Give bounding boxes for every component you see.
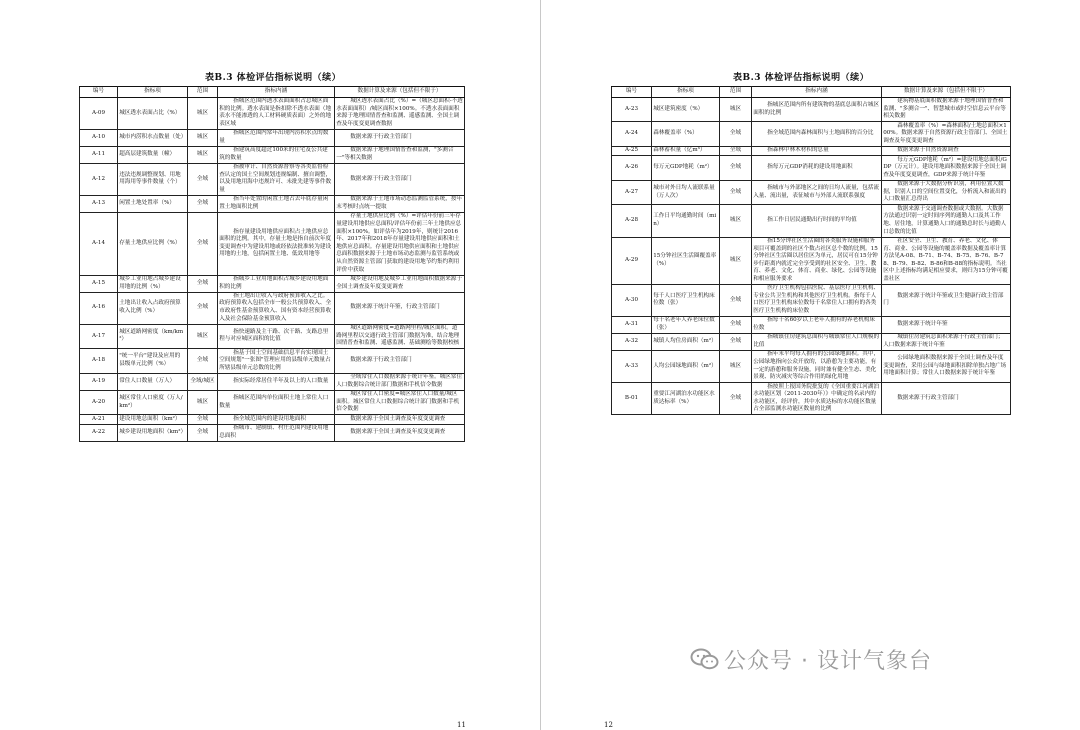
row-id: A-18 [80, 349, 118, 374]
row-scope: 城区 [720, 237, 752, 284]
row-scope: 全域 [720, 156, 752, 181]
row-id: A-32 [612, 334, 652, 351]
row-meaning: 指城乡工业用地面积占城乡建设用地面积的比例 [218, 275, 335, 292]
row-source: 数据来源于行政主管部门 [335, 349, 465, 374]
row-id: A-15 [80, 275, 118, 292]
row-source: 数据来源于行政主管部门 [335, 129, 465, 146]
row-name: 城市对外日均人流联系量（万人次） [652, 180, 720, 205]
row-name: 城市内涝积水点数量（处） [118, 129, 188, 146]
row-id: A-21 [80, 415, 118, 424]
row-scope: 全域 [720, 146, 752, 155]
row-scope: 全域 [720, 122, 752, 147]
row-name: 工作日平均通勤时间（min） [652, 205, 720, 237]
table-row [612, 351, 1011, 383]
table-row [612, 284, 1011, 316]
watermark-text: 公众号 · 设计气象台 [724, 648, 932, 674]
row-id: A-27 [612, 180, 652, 205]
table-row [80, 324, 465, 349]
table-row [80, 373, 465, 390]
table-row [80, 349, 465, 374]
row-scope: 城区 [188, 390, 218, 415]
row-name: 人均公园绿地面积（m²） [652, 351, 720, 383]
table-caption: 表B.3 体检评估指标说明（续） [733, 73, 870, 83]
row-scope: 全域 [188, 196, 218, 213]
col-header-id: 编号 [612, 87, 652, 98]
row-scope: 城区 [720, 351, 752, 383]
row-name: 每万元GDP地耗（m²） [652, 156, 720, 181]
row-name: 城镇人均住房面积（m²） [652, 334, 720, 351]
col-header-name: 指标项 [118, 87, 188, 98]
table-row [612, 334, 1011, 351]
row-id: A-25 [612, 146, 652, 155]
row-id: A-17 [80, 324, 118, 349]
row-meaning: 指当年处置的闲置土地占去年底存量闲置土地面积比例 [218, 196, 335, 213]
table-row [612, 205, 1011, 237]
row-name: 每千名老年人养老床位数（张） [652, 317, 720, 334]
row-id: A-16 [80, 292, 118, 324]
row-scope: 城区 [720, 97, 752, 122]
wechat-logo-icon [690, 648, 720, 670]
col-header-name: 指标项 [652, 87, 720, 98]
table-header [80, 87, 465, 98]
row-meaning: 指每千名60岁以上老年人拥有的养老机构床位数 [752, 317, 882, 334]
row-source: 社区安全、卫生、教育、养老、文化、体育、商业、公园等设施的覆盖率数据及覆盖率计算方法见A-08、B-71、B-74、B-75、B-76、B-78、B-79、B-82、B-86和B-88的指标说明。当社区中上述指标均满足相应要求，则归为15分钟可覆盖社区 [882, 237, 1011, 284]
row-source: 数据来源于统计年鉴，行政主管部门 [335, 292, 465, 324]
indicator-table [79, 86, 465, 442]
row-id: A-22 [80, 424, 118, 441]
table-row [612, 156, 1011, 181]
header-row [80, 87, 465, 98]
row-name: 森林蓄积量（亿m³） [652, 146, 720, 155]
row-id: A-24 [612, 122, 652, 147]
row-meaning: 指被审计、自然资源督察等各类监督检查认定的国土空间规划违规编制、擅自调整，以及用地用海中违规许可、未批先建等事件数量 [218, 163, 335, 195]
row-scope: 全域 [720, 284, 752, 316]
row-source: 城镇住房建筑总面积来源于行政主管部门；人口数据来源于统计年鉴 [882, 334, 1011, 351]
row-id: A-09 [80, 97, 118, 129]
row-source: 数据来源于统计年鉴 [882, 317, 1011, 334]
row-id: A-33 [612, 351, 652, 383]
indicator-table [611, 86, 1011, 415]
row-meaning: 指全域范围内的建设用地面积 [218, 415, 335, 424]
row-scope: 全域/城区 [188, 373, 218, 390]
row-name: 城区常住人口密度（万人/km²） [118, 390, 188, 415]
col-header-id: 编号 [80, 87, 118, 98]
row-source: 公园绿地面积数据来源于全国土调查及年度变更调查，采用公园与绿地面积扣除单独占地广场用地面积计算；常住人口数据来源于统计年鉴 [882, 351, 1011, 383]
page-number: 11 [457, 721, 466, 729]
row-scope: 城区 [188, 146, 218, 163]
row-meaning: 指基于国土空间基础信息平台实现国土空间规划"一张图"管理应用的县级单元数量占所辖县级单元总数的比例 [218, 349, 335, 374]
row-name: 违法违规调整规划、用地用海用等事件数量（个） [118, 163, 188, 195]
row-source: 城区常住人口密度=城区常住人口数量/城区面积。城区常住人口数据综合统计部门数据和手机信令数据 [335, 390, 465, 415]
row-source: 城区透水表面占比（%）=（城区总面积-不透水表面面积）/城区面积×100%。不透水表面面积来源于地理国情普查和监测、遥感监测、全国土调查及年度变更调查数据 [335, 97, 465, 129]
right-page [541, 0, 1080, 730]
row-name: 超高层建筑数量（幢） [118, 146, 188, 163]
row-scope: 城区 [188, 129, 218, 146]
row-scope: 城区 [720, 205, 752, 237]
row-name: 森林覆盖率（%） [652, 122, 720, 147]
table-row [80, 424, 465, 441]
row-source: 数据来源于地理国情普查和监测，"多测合一"等相关数据 [335, 146, 465, 163]
table-header [612, 87, 1011, 98]
table-row [80, 163, 465, 195]
row-name: 城区道路网密度（km/km²） [118, 324, 188, 349]
row-scope: 全域 [188, 424, 218, 441]
table-row [80, 196, 465, 213]
table-row [612, 237, 1011, 284]
row-scope: 全域 [188, 275, 218, 292]
row-scope: 城区 [188, 324, 218, 349]
row-name: 重要江河湖泊水功能区水质达标率（%） [652, 383, 720, 415]
table-body [80, 97, 465, 441]
row-meaning: 指城区范围内透水表面面积占总城区面积的比例。透水表面是指扣除不透水表面（地表水不能渗透的人工材料硬质表面）之外的地表区域 [218, 97, 335, 129]
row-meaning: 指城区范围内常年出现内涝积水点的数量 [218, 129, 335, 146]
row-scope: 全域 [720, 180, 752, 205]
row-scope: 全域 [188, 292, 218, 324]
row-source: 每万元GDP地耗（m²）=建设用地总面积/GDP（万元计）。建设用地面积数据来源于全国土调查及年度变更调查，GDP来源于统计年鉴 [882, 156, 1011, 181]
table-row [80, 146, 465, 163]
row-meaning: 指建筑高度超过100米的住宅及公共建筑的数量 [218, 146, 335, 163]
row-name: 城区建筑密度（%） [652, 97, 720, 122]
row-id: A-12 [80, 163, 118, 195]
col-header-source: 数据计算及来源（包括但不限于） [882, 87, 1011, 98]
table-row [80, 213, 465, 276]
row-scope: 全域 [188, 415, 218, 424]
table-row [80, 129, 465, 146]
row-source: 数据来源于土地市场动态监测监管系统，按年末考核时点统一提取 [335, 196, 465, 213]
row-scope: 全域 [720, 383, 752, 415]
row-source: 城乡建设用地及城乡工业用地面积数据来源于全国土调查及年度变更调查 [335, 275, 465, 292]
row-source: 森林覆盖率（%）=森林面积/土地总面积×100%。数据来源于自然资源行政主管部门、全国土调查及年度变更调查 [882, 122, 1011, 147]
row-scope: 全域 [720, 317, 752, 334]
row-scope: 城区 [188, 97, 218, 129]
row-id: A-31 [612, 317, 652, 334]
row-id: B-01 [612, 383, 652, 415]
row-meaning: 医疗卫生机构包括医院、基层医疗卫生机构、专业公共卫生机构和其他医疗卫生机构。指每千人口医疗卫生机构床位数每千名常住人口拥有的各类医疗卫生机构的床位数 [752, 284, 882, 316]
row-meaning: 指快速路及主干路、次干路、支路总里程与对应城区面积的比值 [218, 324, 335, 349]
row-meaning: 指按照上报国务院批复的《全国重要江河湖泊水功能区划（2011-2030年）》中确定的名录内的水功能区，经评价，其中水质达标的水功能区数量占全部监测水功能区数量的比例 [752, 383, 882, 415]
row-id: A-29 [612, 237, 652, 284]
row-id: A-11 [80, 146, 118, 163]
row-name: 每千人口医疗卫生机构床位数（张） [652, 284, 720, 316]
row-meaning: 指森林中林木材积的总量 [752, 146, 882, 155]
header-row [612, 87, 1011, 98]
row-id: A-13 [80, 196, 118, 213]
row-meaning: 指城区范围内所有建筑物的基底总面积占城区面积的比例 [752, 97, 882, 122]
row-meaning: 指土地出让收入与政府预算收入之比。政府预算收入包括全市一般公共预算收入、全市政府性基金预算收入、国有资本经营预算收入及社会保险基金预算收入 [218, 292, 335, 324]
table-caption: 表B.3 体检评估指标说明（续） [205, 73, 342, 83]
row-meaning: 指每万元GDP消耗的建设用地面积 [752, 156, 882, 181]
row-id: A-26 [612, 156, 652, 181]
row-source: 城区道路网密度=道路网里程/城区面积。道路网里程以交通行政主管部门数据为准，结合地理国情普查和监测、遥感监测、基础测绘等数据校核 [335, 324, 465, 349]
row-meaning: 指城市、建制镇、村庄范围内建设用地总面积 [218, 424, 335, 441]
row-meaning: 指工作日居民通勤出行时间的平均值 [752, 205, 882, 237]
row-id: A-28 [612, 205, 652, 237]
row-source: 存量土地供应比例（%）=评估年份前三年存量建设用地供应总面积/评估年份前三年土地供应总面积×100%。如评估年为2019年，则统计2016年、2017年和2018年存量建设用地供应面积和土地供应总面积。存量建设用地供应面积和土地供应总面积数据来源于土地市场动态监测与监管系统或从自然资源主管部门获取的建设用地节约集约利用评价中获取 [335, 213, 465, 276]
row-scope: 全域 [188, 213, 218, 276]
row-scope: 全域 [188, 349, 218, 374]
row-id: A-14 [80, 213, 118, 276]
row-source: 数据来源于全国土调查及年度变更调查 [335, 424, 465, 441]
row-name: 常住人口数量（万人） [118, 373, 188, 390]
table-body [612, 97, 1011, 415]
table-row [80, 97, 465, 129]
table-row [612, 97, 1011, 122]
row-scope: 全域 [188, 163, 218, 195]
row-name: 15分钟社区生活圈覆盖率（%） [652, 237, 720, 284]
row-id: A-10 [80, 129, 118, 146]
row-id: A-19 [80, 373, 118, 390]
row-source: 建筑物基底面积数据来源于地理国情普查和监测、"多测合一"、智慧城市或时空信息云平台等相关数据 [882, 97, 1011, 122]
row-source: 数据来源于行政主管部门 [882, 383, 1011, 415]
row-id: A-23 [612, 97, 652, 122]
row-name: 城乡工业用地占城乡建设用地的比例（%） [118, 275, 188, 292]
table-row [612, 317, 1011, 334]
row-source: 全域常住人口数据来源于统计年鉴。城区常住人口数据综合统计部门数据和手机信令数据 [335, 373, 465, 390]
row-name: 建设用地总面积（km²） [118, 415, 188, 424]
col-header-scope: 范围 [720, 87, 752, 98]
row-meaning: 指存量建设用地供应面积占土地供应总面积的比例。其中，存量土地是指自前次年度变更调查中为建设用地或经依法批准转为建设用地的土地，包括闲置土地、低效用地等 [218, 213, 335, 276]
table-row [80, 292, 465, 324]
table-row [612, 180, 1011, 205]
row-source: 数据来源于大数据分析识别，利用位置大数据，识别人口的空间位置变化，分析流入和流出的人口数量汇总得出 [882, 180, 1011, 205]
row-source: 数据来源于全国土调查及年度变更调查 [335, 415, 465, 424]
row-name: "统一平台"建设及应用的县级单元比例（%） [118, 349, 188, 374]
row-name: 闲置土地处置率（%） [118, 196, 188, 213]
row-meaning: 指实际经常居住半年及以上的人口数量 [218, 373, 335, 390]
row-source: 数据来源于自然资源调查 [882, 146, 1011, 155]
table-row [80, 390, 465, 415]
row-source: 数据来源于行政主管部门 [335, 163, 465, 195]
row-source: 数据来源于交通调查数据或大数据。大数据方法通过识别一定时间序列的通勤人口及其工作地、居住地，计算通勤人口的通勤总时长与通勤人口总数的比值 [882, 205, 1011, 237]
row-name: 城乡建设用地面积（km²） [118, 424, 188, 441]
row-id: A-20 [80, 390, 118, 415]
row-meaning: 指全域范围内森林面积与土地面积的百分比 [752, 122, 882, 147]
row-name: 城区透水表面占比（%） [118, 97, 188, 129]
row-meaning: 指城镇住房建筑总面积与城镇常住人口规模的比值 [752, 334, 882, 351]
row-name: 存量土地供应比例（%） [118, 213, 188, 276]
col-header-scope: 范围 [188, 87, 218, 98]
table-row [612, 146, 1011, 155]
row-meaning: 指城市与外部地区之间的日均人流量，包括流入量、流出量，表征城市与外部人流联系强度 [752, 180, 882, 205]
page-number: 12 [604, 721, 613, 729]
row-name: 土地出让收入占政府预算收入比例（%） [118, 292, 188, 324]
table-row [612, 122, 1011, 147]
row-meaning: 指年末平均每人拥有的公园绿地面积。其中，公园绿地指向公众开放的，以游憩为主要功能，有一定的游憩和服务设施，同时兼有健全生态、美化景观、防灾减灾等综合作用的绿化用地 [752, 351, 882, 383]
col-header-meaning: 指标内涵 [752, 87, 882, 98]
col-header-meaning: 指标内涵 [218, 87, 335, 98]
row-scope: 全域 [720, 334, 752, 351]
table-row [80, 275, 465, 292]
row-source: 数据来源于统计年鉴或卫生健康行政主管部门 [882, 284, 1011, 316]
row-meaning: 指15分钟社区生活圈的各类服务设施和服务项目可覆盖到的社区个数占社区总个数的比例。15分钟社区生活圈以居住区为单元，居民可在15分钟步行距离内就近完全享受到的社区安全、卫生、教育、养老、文化、体育、商业、绿化、公园等设施和相应服务要求 [752, 237, 882, 284]
watermark [690, 646, 932, 672]
col-header-source: 数据计算及来源（包括但不限于） [335, 87, 465, 98]
table-row [612, 383, 1011, 415]
row-id: A-30 [612, 284, 652, 316]
table-row [80, 415, 465, 424]
row-meaning: 指城区范围内单位面积土地上常住人口数量 [218, 390, 335, 415]
